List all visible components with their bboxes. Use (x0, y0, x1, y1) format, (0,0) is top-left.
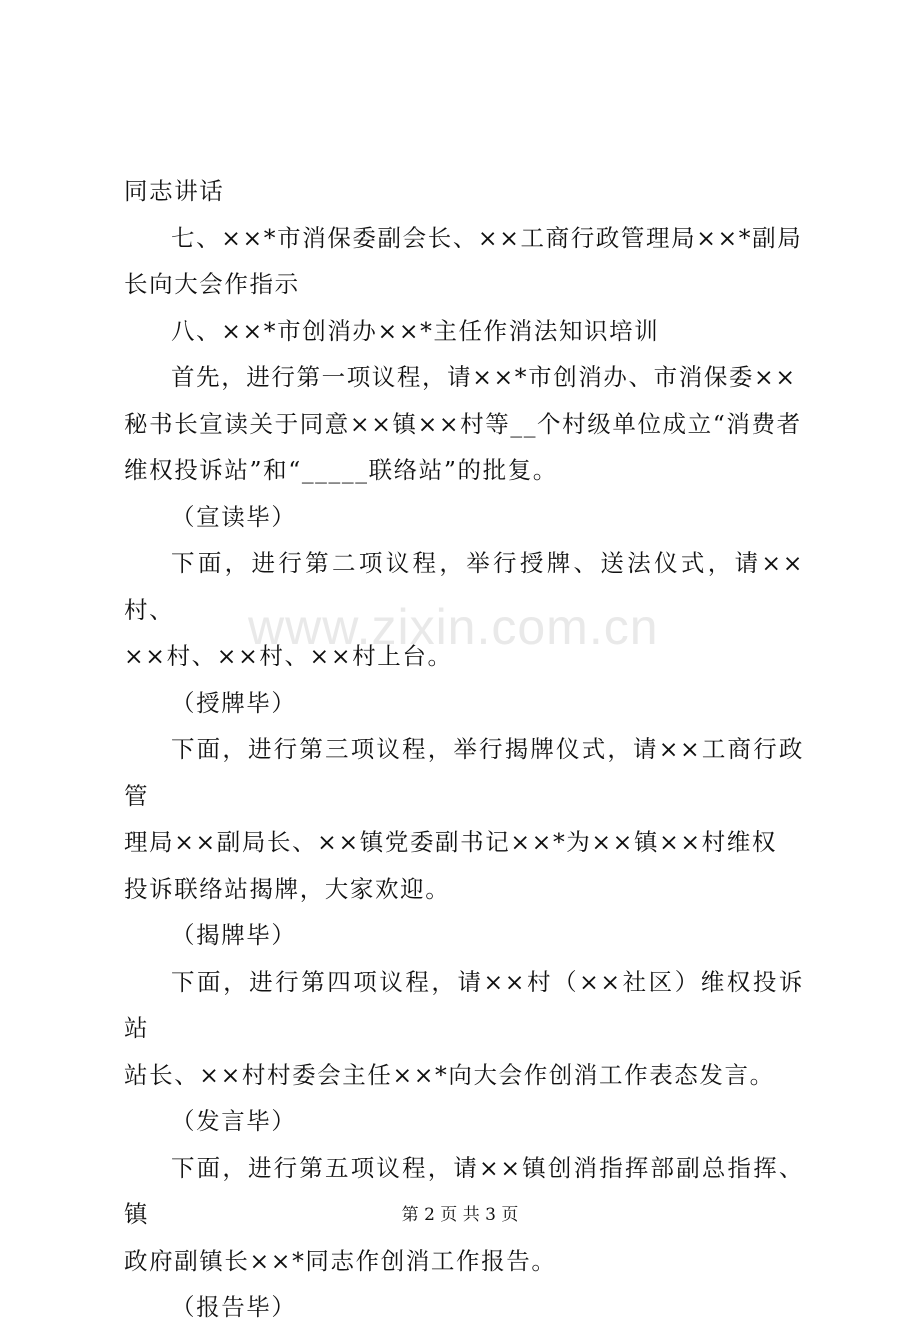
text-line: （揭牌毕） (171, 921, 297, 949)
watermark: www.zixin.com.cn (248, 599, 659, 655)
text-line: 下面，进行第二项议程，举行授牌、送法仪式，请××村、 (124, 549, 804, 624)
text-line: 首先，进行第一项议程，请××*市创消办、市消保委×× (171, 363, 797, 391)
paragraph (124, 168, 804, 215)
text-line: 政府副镇长××*同志作创消工作报告。 (124, 1246, 557, 1275)
text-line: 维权投诉站”和“_____联络站”的批复。 (124, 456, 558, 484)
paragraph (124, 1284, 804, 1331)
paragraph (124, 680, 804, 727)
paragraph (124, 1098, 804, 1145)
text-line: 长向大会作指示 (124, 270, 300, 298)
text-line: 七、××*市消保委副会长、××工商行政管理局××*副局 (171, 223, 803, 252)
text-line: 下面，进行第四项议程，请××村（××社区）维权投诉站 (124, 967, 804, 1042)
text-line: 理局××副局长、××镇党委副书记××*为××镇××村维权 (124, 828, 777, 856)
paragraph (124, 726, 804, 912)
text-line: （宣读毕） (171, 502, 297, 531)
paragraph (124, 959, 804, 1099)
text-line: 下面，进行第五项议程，请××镇创消指挥部副总指挥、镇 (124, 1153, 804, 1228)
page-footer: 第 2 页 共 3 页 (401, 1205, 519, 1225)
text-line: 站长、××村村委会主任××*向大会作创消工作表态发言。 (124, 1060, 775, 1089)
text-line: ××村、××村、××村上台。 (124, 642, 453, 670)
paragraph (124, 308, 804, 355)
text-line: （报告毕） (171, 1293, 297, 1321)
text-line: （授牌毕） (171, 688, 297, 717)
text-line: 八、××*市创消办××*主任作消法知识培训 (171, 316, 660, 345)
paragraph (124, 354, 804, 494)
paragraph (124, 912, 804, 959)
text-line: 投诉联络站揭牌，大家欢迎。 (124, 874, 451, 903)
paragraph (124, 494, 804, 541)
text-line: 秘书长宣读关于同意××镇××村等__个村级单位成立“消费者 (124, 409, 802, 438)
document-body (124, 168, 804, 1331)
text-line: 下面，进行第三项议程，举行揭牌仪式，请××工商行政管 (124, 735, 804, 810)
paragraph (124, 215, 804, 308)
text-line: （发言毕） (171, 1107, 297, 1135)
text-line: 同志讲话 (124, 177, 225, 205)
